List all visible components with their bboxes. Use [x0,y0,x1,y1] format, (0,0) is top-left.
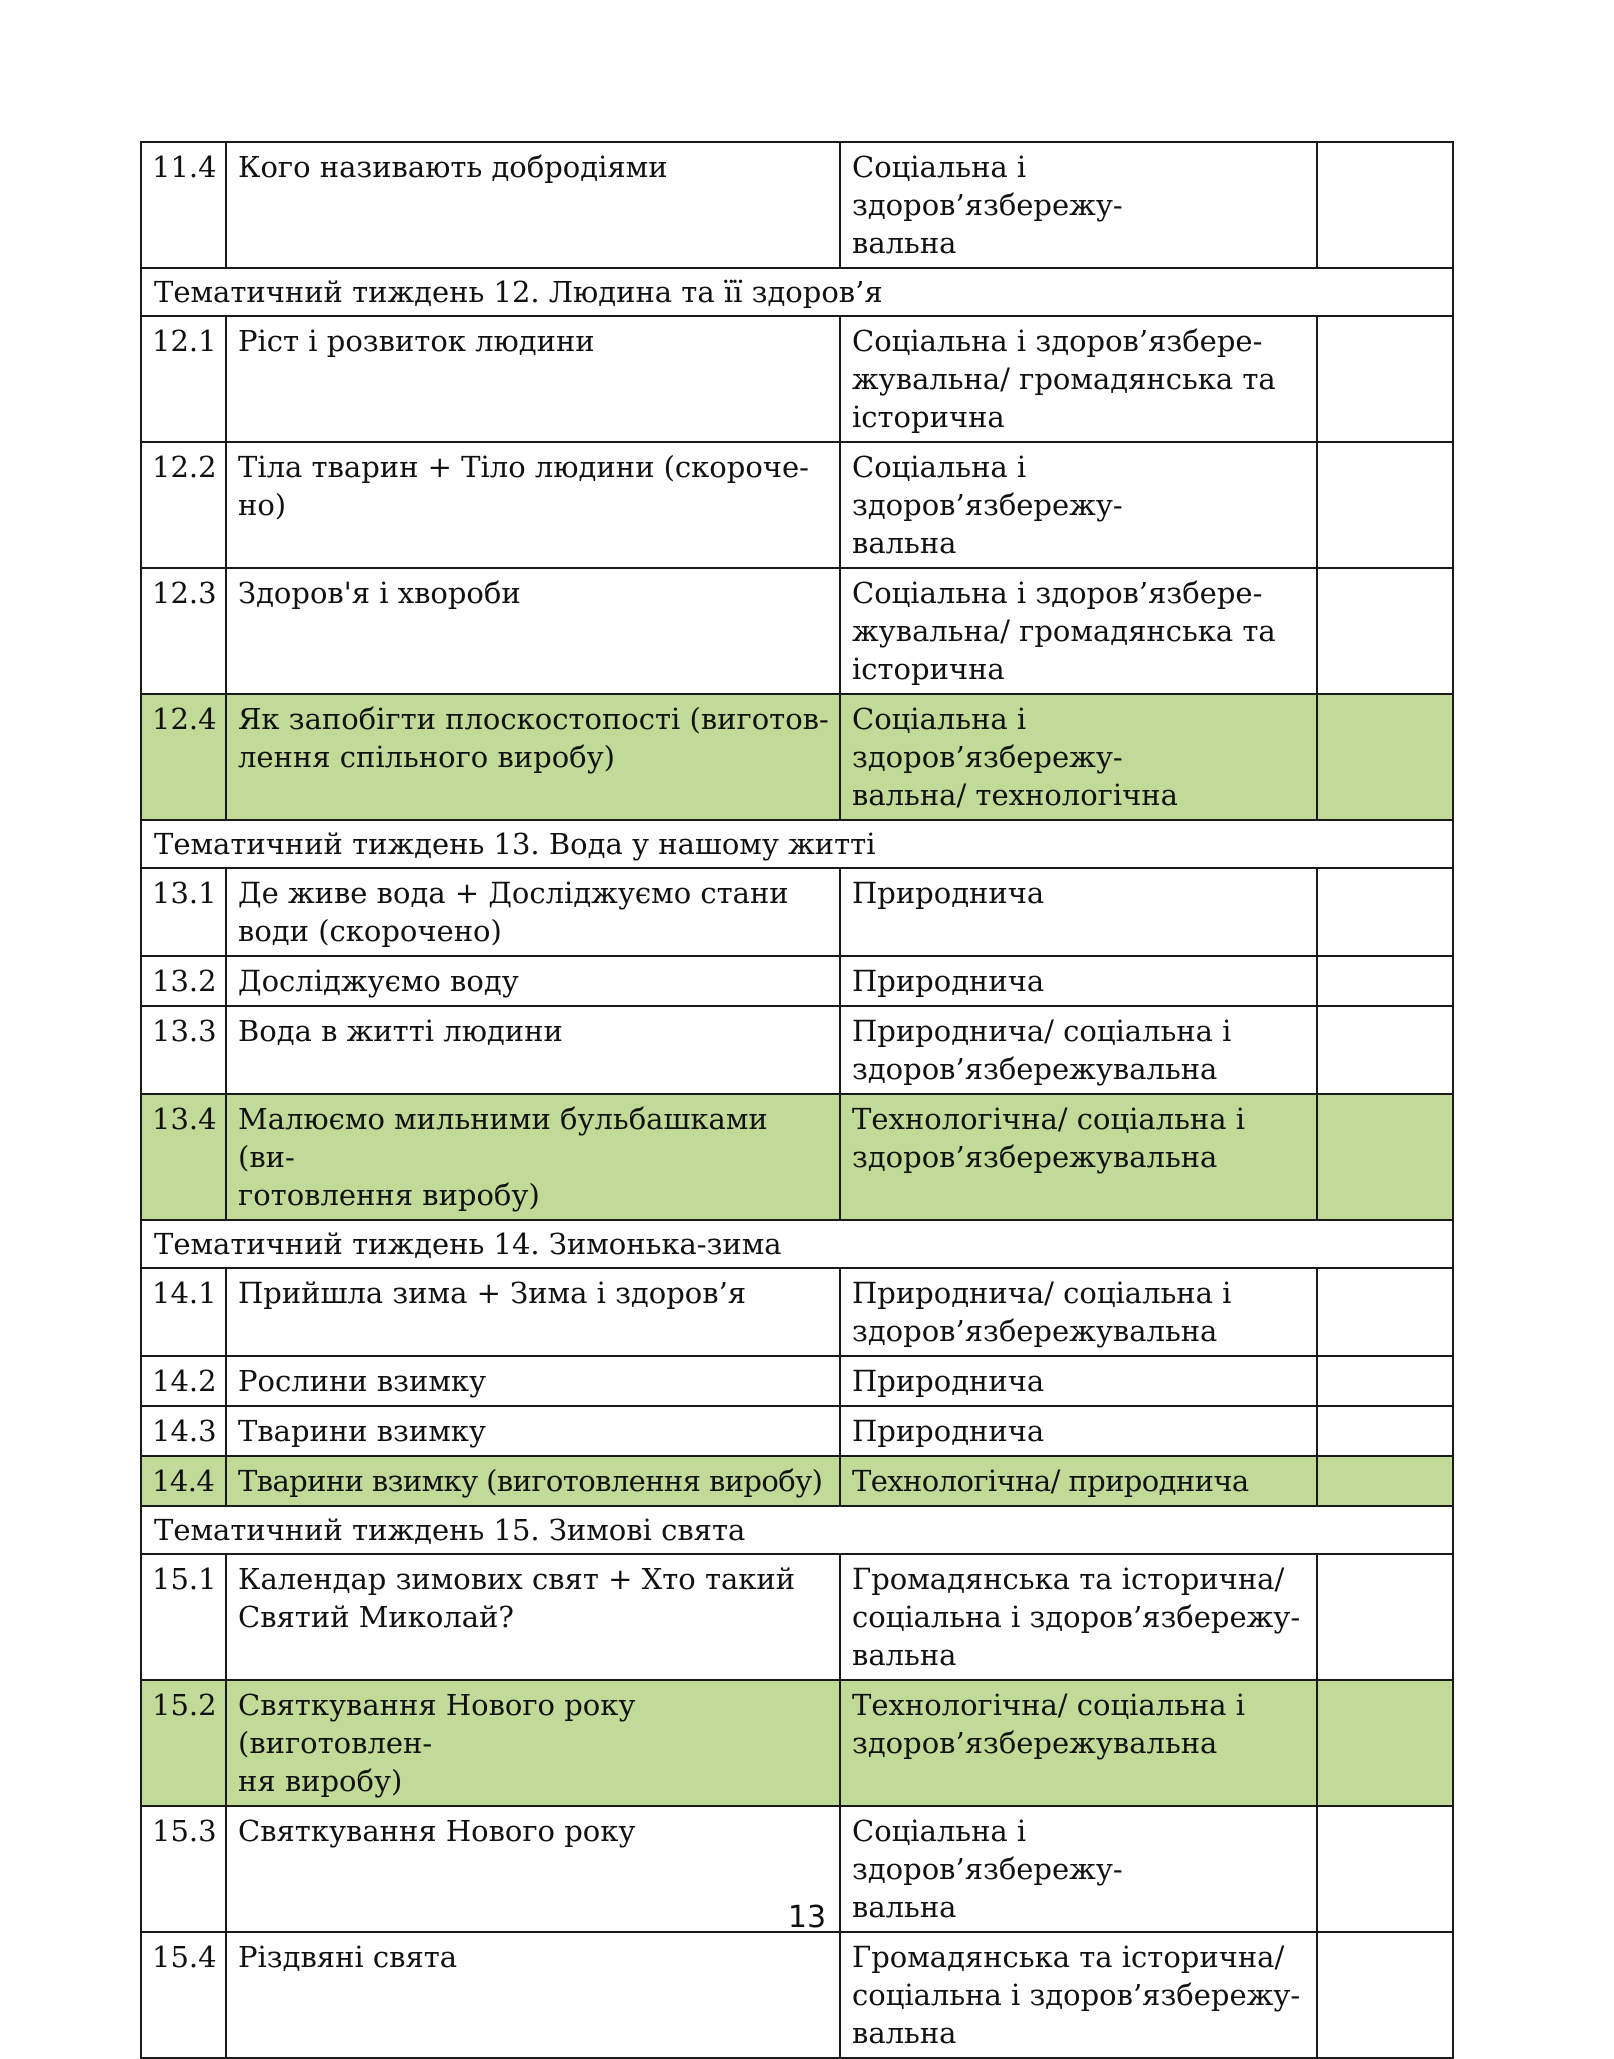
notes-cell [1317,956,1453,1006]
week-title: Тематичний тиждень 15. Зимові свята [141,1506,1453,1554]
lesson-row [141,956,1453,1006]
lesson-number-cell: 14.3 [141,1406,226,1456]
notes-cell [1317,868,1453,956]
lesson-row [141,142,1453,268]
content-line-cell: Природнича/ соціальна і здоров’язбережувальна [840,1268,1317,1356]
content-line-cell: Соціальна і здоров’язбере- жувальна/ громадянська та історична [840,316,1317,442]
notes-cell [1317,142,1453,268]
lesson-topic-cell: Малюємо мильними бульбашками (ви- готовлення виробу) [226,1094,840,1220]
lesson-topic-cell: Здоров'я і хвороби [226,568,840,694]
lesson-topic-cell: Де живе вода + Досліджуємо стани води (скорочено) [226,868,840,956]
lesson-plan-table [140,141,1454,2059]
notes-cell [1317,1554,1453,1680]
lesson-row [141,1268,1453,1356]
week-title: Тематичний тиждень 13. Вода у нашому житті [141,820,1453,868]
lesson-topic-cell: Тварини взимку [226,1406,840,1456]
lesson-topic-cell: Тіла тварин + Тіло людини (скороче- но) [226,442,840,568]
lesson-topic-cell: Тварини взимку (виготовлення виробу) [226,1456,840,1506]
content-line-cell: Технологічна/ природнича [840,1456,1317,1506]
week-header-row [141,1220,1453,1268]
notes-cell [1317,568,1453,694]
content-line-cell: Технологічна/ соціальна і здоров’язбережувальна [840,1680,1317,1806]
week-header-row [141,820,1453,868]
notes-cell [1317,1680,1453,1806]
lesson-number-cell: 13.4 [141,1094,226,1220]
lesson-topic-cell: Календар зимових свят + Хто такий Святий Миколай? [226,1554,840,1680]
lesson-row [141,316,1453,442]
lesson-topic-cell: Прийшла зима + Зима і здоров’я [226,1268,840,1356]
notes-cell [1317,1268,1453,1356]
week-header-row [141,1506,1453,1554]
lesson-topic-cell: Різдвяні свята [226,1932,840,2058]
content-line-cell: Природнича [840,868,1317,956]
lesson-number-cell: 14.4 [141,1456,226,1506]
lesson-row [141,868,1453,956]
lesson-row [141,568,1453,694]
lesson-row [141,1094,1453,1220]
lesson-number-cell: 14.1 [141,1268,226,1356]
lesson-row [141,694,1453,820]
lesson-topic-cell: Досліджуємо воду [226,956,840,1006]
notes-cell [1317,1456,1453,1506]
lesson-number-cell: 13.3 [141,1006,226,1094]
lesson-number-cell: 15.4 [141,1932,226,2058]
content-line-cell: Природнича [840,1406,1317,1456]
lesson-row [141,1932,1453,2058]
page-number: 13 [787,1900,827,1935]
notes-cell [1317,442,1453,568]
content-line-cell: Соціальна і здоров’язбережу- вальна [840,142,1317,268]
lesson-number-cell: 15.1 [141,1554,226,1680]
week-title: Тематичний тиждень 12. Людина та її здоров’я [141,268,1453,316]
notes-cell [1317,1006,1453,1094]
week-header-row [141,268,1453,316]
content-line-cell: Громадянська та історична/ соціальна і здоров’язбережу- вальна [840,1554,1317,1680]
lesson-number-cell: 15.3 [141,1806,226,1932]
notes-cell [1317,1406,1453,1456]
notes-cell [1317,1094,1453,1220]
lesson-row [141,1356,1453,1406]
lesson-row [141,1406,1453,1456]
content-line-cell: Громадянська та історична/ соціальна і здоров’язбережу- вальна [840,1932,1317,2058]
lesson-row [141,442,1453,568]
lesson-topic-cell: Святкування Нового року (виготовлен- ня виробу) [226,1680,840,1806]
lesson-topic-cell: Святкування Нового року [226,1806,840,1932]
notes-cell [1317,1932,1453,2058]
lesson-topic-cell: Рослини взимку [226,1356,840,1406]
content-line-cell: Природнича [840,1356,1317,1406]
lesson-number-cell: 11.4 [141,142,226,268]
lesson-number-cell: 12.1 [141,316,226,442]
lesson-number-cell: 14.2 [141,1356,226,1406]
content-line-cell: Соціальна і здоров’язбережу- вальна/ технологічна [840,694,1317,820]
lesson-topic-cell: Як запобігти плоскостопості (виготов- лення спільного виробу) [226,694,840,820]
lesson-row [141,1680,1453,1806]
lesson-row [141,1456,1453,1506]
lesson-plan-body [141,142,1453,2058]
lesson-topic-cell: Ріст і розвиток людини [226,316,840,442]
content-line-cell: Природнича [840,956,1317,1006]
lesson-row [141,1554,1453,1680]
lesson-number-cell: 12.4 [141,694,226,820]
lesson-topic-cell: Кого називають добродіями [226,142,840,268]
lesson-number-cell: 12.2 [141,442,226,568]
content-line-cell: Соціальна і здоров’язбережу- вальна [840,442,1317,568]
lesson-number-cell: 13.2 [141,956,226,1006]
notes-cell [1317,694,1453,820]
lesson-number-cell: 12.3 [141,568,226,694]
content-line-cell: Технологічна/ соціальна і здоров’язбережувальна [840,1094,1317,1220]
notes-cell [1317,1356,1453,1406]
content-line-cell: Соціальна і здоров’язбере- жувальна/ громадянська та історична [840,568,1317,694]
content-line-cell: Соціальна і здоров’язбережу- вальна [840,1806,1317,1932]
content-line-cell: Природнича/ соціальна і здоров’язбережувальна [840,1006,1317,1094]
week-title: Тематичний тиждень 14. Зимонька-зима [141,1220,1453,1268]
lesson-number-cell: 15.2 [141,1680,226,1806]
lesson-row [141,1006,1453,1094]
lesson-number-cell: 13.1 [141,868,226,956]
notes-cell [1317,316,1453,442]
lesson-topic-cell: Вода в житті людини [226,1006,840,1094]
